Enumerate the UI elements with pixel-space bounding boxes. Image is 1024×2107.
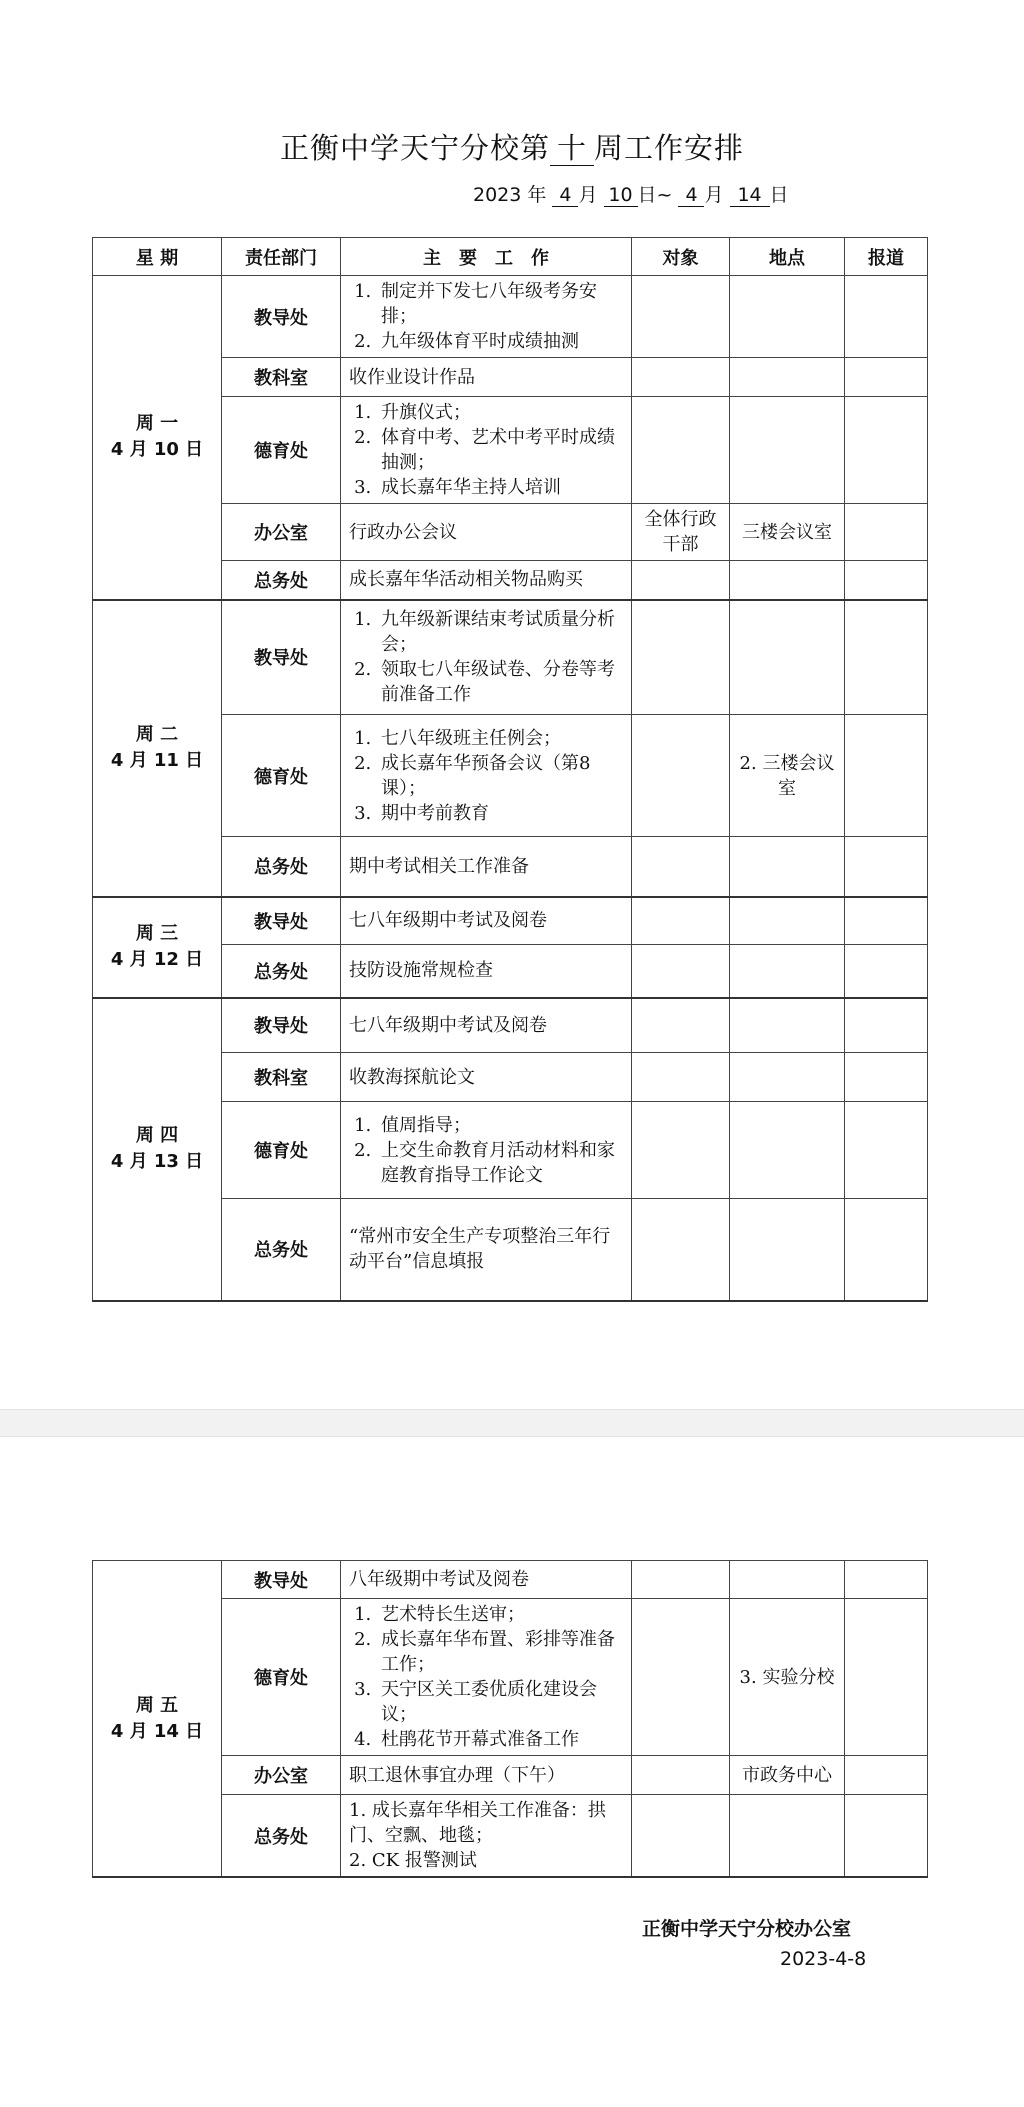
table-row [93, 600, 928, 715]
weekday-cell [93, 276, 222, 600]
work-cell [341, 1795, 632, 1878]
department-cell: 德育处 [222, 715, 341, 837]
work-text: 技防设施常规检查 [349, 960, 493, 982]
report-cell [845, 1795, 928, 1878]
place-cell [730, 1102, 845, 1199]
table-header-row [93, 238, 928, 276]
work-cell [341, 1561, 632, 1599]
day-char: 日~ [637, 184, 673, 206]
weekday-date: 4 月 12 日 [110, 949, 204, 970]
work-item: 1. 艺术特长生送审； [377, 1602, 623, 1627]
department-cell: 教导处 [222, 998, 341, 1053]
place-cell [730, 998, 845, 1053]
work-text: 收作业设计作品 [349, 366, 475, 388]
weekday-name: 周 一 [135, 413, 179, 435]
work-item: 3. 期中考前教育 [377, 801, 623, 826]
page-title [0, 126, 1024, 167]
department-cell: 总务处 [222, 1199, 341, 1301]
place-cell [730, 397, 845, 504]
report-cell [845, 397, 928, 504]
work-item: 3. 天宁区关工委优质化建设会议； [377, 1677, 623, 1727]
table-row [93, 998, 928, 1053]
place-cell [730, 1199, 845, 1301]
department-cell: 德育处 [222, 1102, 341, 1199]
work-item: 2. 成长嘉年华预备会议（第8课）； [377, 751, 623, 801]
footer-office: 正衡中学天宁分校办公室 [642, 1918, 852, 1940]
weekday-cell [93, 1561, 222, 1878]
date-range [473, 180, 789, 207]
work-cell [341, 561, 632, 600]
weekday-name: 周 五 [135, 1694, 179, 1716]
month-char-2: 月 [704, 184, 724, 206]
place-cell [730, 1561, 845, 1599]
header-report: 报道 [845, 238, 928, 276]
target-cell [632, 1561, 730, 1599]
place-cell [730, 1795, 845, 1878]
target-cell [632, 276, 730, 358]
work-cell [341, 1199, 632, 1301]
work-list [349, 400, 623, 500]
work-cell [341, 1756, 632, 1795]
work-cell [341, 600, 632, 715]
target-cell [632, 397, 730, 504]
report-cell [845, 561, 928, 600]
work-item: 1. 九年级新课结束考试质量分析会； [377, 607, 623, 657]
work-item: 1. 七八年级班主任例会； [377, 726, 623, 751]
weekday-cell [93, 897, 222, 998]
department-cell: 总务处 [222, 945, 341, 998]
work-list [349, 1602, 623, 1752]
target-cell [632, 837, 730, 897]
report-cell [845, 715, 928, 837]
weekday-name: 周 二 [135, 724, 179, 745]
target-cell [632, 945, 730, 998]
schedule-table-page1 [92, 237, 928, 1302]
work-list [349, 726, 623, 826]
department-cell: 教科室 [222, 1053, 341, 1102]
weekday-date: 4 月 13 日 [110, 1151, 204, 1172]
target-cell: 全体行政干部 [632, 504, 730, 561]
title-prefix: 正衡中学天宁分校第 [279, 131, 550, 165]
department-cell: 教导处 [222, 276, 341, 358]
department-cell: 办公室 [222, 1756, 341, 1795]
weekday-name: 周 三 [135, 923, 179, 944]
work-text: 行政办公会议 [349, 521, 457, 543]
report-cell [845, 1561, 928, 1599]
report-cell [845, 1599, 928, 1756]
work-item: 2. 九年级体育平时成绩抽测 [377, 329, 623, 354]
work-line: 1. 成长嘉年华相关工作准备：拱门、空飘、地毯； [349, 1800, 606, 1846]
place-cell [730, 561, 845, 600]
target-cell [632, 1199, 730, 1301]
place-cell: 2. 三楼会议室 [730, 715, 845, 837]
work-cell [341, 1053, 632, 1102]
work-text: 成长嘉年华活动相关物品购买 [349, 569, 583, 591]
department-cell: 总务处 [222, 561, 341, 600]
work-text: 七八年级期中考试及阅卷 [349, 1014, 547, 1036]
report-cell [845, 998, 928, 1053]
target-cell [632, 1795, 730, 1878]
weekday-name: 周 四 [135, 1125, 179, 1146]
header-main-work: 主 要 工 作 [341, 238, 632, 276]
work-item: 2. 体育中考、艺术中考平时成绩抽测； [377, 425, 623, 475]
weekday-date: 4 月 11 日 [110, 750, 204, 771]
work-item: 2. 成长嘉年华布置、彩排等准备工作； [377, 1627, 623, 1677]
place-cell [730, 600, 845, 715]
weekday-cell [93, 998, 222, 1301]
weekday-cell [93, 600, 222, 897]
year-label: 2023 年 [473, 184, 547, 206]
work-text: 期中考试相关工作准备 [349, 855, 529, 877]
work-text: 八年级期中考试及阅卷 [349, 1569, 529, 1590]
work-list [349, 279, 623, 354]
report-cell [845, 1053, 928, 1102]
report-cell [845, 276, 928, 358]
work-cell [341, 998, 632, 1053]
department-cell: 总务处 [222, 1795, 341, 1878]
header-department: 责任部门 [222, 238, 341, 276]
work-cell [341, 276, 632, 358]
work-line: 2. CK 报警测试 [349, 1850, 477, 1871]
report-cell [845, 945, 928, 998]
work-item: 2. 领取七八年级试卷、分卷等考前准备工作 [377, 657, 623, 707]
place-cell [730, 837, 845, 897]
target-cell [632, 1102, 730, 1199]
report-cell [845, 1102, 928, 1199]
work-text: 收教海探航论文 [349, 1066, 475, 1088]
place-cell [730, 1053, 845, 1102]
place-cell [730, 945, 845, 998]
start-day: 10 [604, 184, 638, 207]
work-text: 七八年级期中考试及阅卷 [349, 910, 547, 932]
place-cell [730, 358, 845, 397]
target-cell [632, 715, 730, 837]
weekday-date: 4 月 10 日 [110, 439, 204, 461]
weekday-date: 4 月 14 日 [110, 1720, 204, 1742]
end-day: 14 [730, 184, 770, 207]
work-cell [341, 358, 632, 397]
month-char: 月 [578, 184, 598, 206]
department-cell: 教导处 [222, 600, 341, 715]
department-cell: 教导处 [222, 897, 341, 945]
work-item: 4. 杜鹃花节开幕式准备工作 [377, 1727, 623, 1752]
target-cell [632, 897, 730, 945]
table-row [93, 276, 928, 358]
work-cell [341, 715, 632, 837]
target-cell [632, 1756, 730, 1795]
header-target: 对象 [632, 238, 730, 276]
work-text: 职工退休事宜办理（下午） [349, 1764, 565, 1786]
end-month: 4 [678, 184, 704, 207]
target-cell [632, 1599, 730, 1756]
page-separator [0, 1409, 1024, 1437]
target-cell [632, 998, 730, 1053]
header-place: 地点 [730, 238, 845, 276]
work-item: 2. 上交生命教育月活动材料和家庭教育指导工作论文 [377, 1138, 623, 1188]
report-cell [845, 1199, 928, 1301]
department-cell: 总务处 [222, 837, 341, 897]
report-cell [845, 837, 928, 897]
report-cell [845, 897, 928, 945]
title-suffix: 周工作安排 [594, 131, 745, 165]
end-day-char: 日 [769, 184, 789, 206]
report-cell [845, 358, 928, 397]
work-cell [341, 837, 632, 897]
work-cell [341, 397, 632, 504]
schedule-table-page2 [92, 1560, 928, 1878]
target-cell [632, 1053, 730, 1102]
place-cell: 三楼会议室 [730, 504, 845, 561]
department-cell: 教科室 [222, 358, 341, 397]
report-cell [845, 504, 928, 561]
work-item: 1. 升旗仪式； [377, 400, 623, 425]
report-cell [845, 1756, 928, 1795]
header-weekday: 星 期 [93, 238, 222, 276]
work-list [349, 1113, 623, 1188]
week-number: 十 [550, 131, 594, 166]
work-list [349, 607, 623, 707]
department-cell: 德育处 [222, 1599, 341, 1756]
work-cell [341, 1102, 632, 1199]
work-cell [341, 504, 632, 561]
table-row [93, 897, 928, 945]
work-item: 3. 成长嘉年华主持人培训 [377, 475, 623, 500]
target-cell [632, 358, 730, 397]
target-cell [632, 561, 730, 600]
place-cell [730, 897, 845, 945]
work-cell [341, 945, 632, 998]
target-cell [632, 600, 730, 715]
department-cell: 德育处 [222, 397, 341, 504]
work-cell [341, 1599, 632, 1756]
work-text: “常州市安全生产专项整治三年行动平台”信息填报 [349, 1226, 611, 1273]
work-cell [341, 897, 632, 945]
start-month: 4 [552, 184, 578, 207]
place-cell: 市政务中心 [730, 1756, 845, 1795]
report-cell [845, 600, 928, 715]
department-cell: 教导处 [222, 1561, 341, 1599]
department-cell: 办公室 [222, 504, 341, 561]
work-item: 1. 值周指导； [377, 1113, 623, 1138]
work-item: 1. 制定并下发七八年级考务安排； [377, 279, 623, 329]
place-cell [730, 276, 845, 358]
footer-date: 2023-4-8 [780, 1948, 867, 1970]
table-row [93, 1561, 928, 1599]
place-cell: 3. 实验分校 [730, 1599, 845, 1756]
